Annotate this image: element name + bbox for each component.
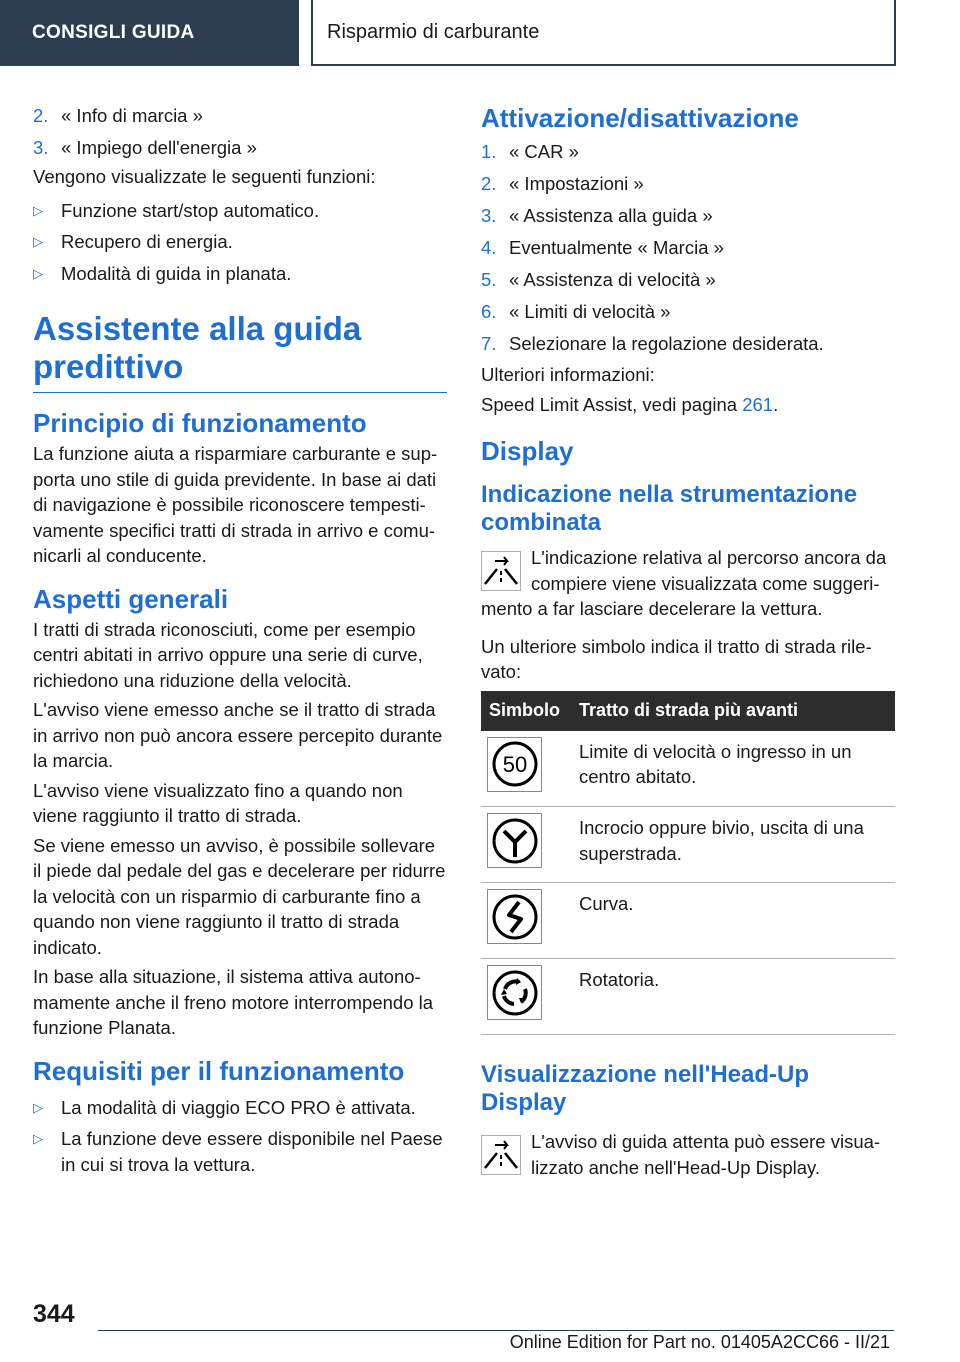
- heading-display: Display: [481, 436, 574, 466]
- more-info-label: Ulteriori informazioni:: [481, 364, 655, 385]
- section-tab: [0, 0, 299, 66]
- chapter-title-box: [311, 0, 896, 66]
- edition-footer: Online Edition for Part no. 01405A2CC66 - II/21: [509, 1332, 890, 1352]
- paragraph: La funzione aiuta a risparmiare carburante e supporta uno stile di guida previdente. In base ai dati di navigazione è possibile riconoscere tempestivamente specifici tratti di strada in arrivo e comunicarli al conducente.: [33, 443, 438, 566]
- table-row: [481, 959, 895, 1035]
- table-row: [481, 883, 895, 959]
- speed-limit-value: 50: [502, 752, 527, 777]
- list-item: 2. « Info di marcia »: [33, 105, 203, 126]
- cross-reference: Speed Limit Assist, vedi pagina 261.: [481, 393, 779, 415]
- heading-principio: Principio di funzionamento: [33, 408, 367, 438]
- bullet-item: ▷ Recupero di energia.: [33, 229, 447, 255]
- intro-text: Vengono visualizzate le seguenti funzioni:: [33, 166, 376, 187]
- page-link[interactable]: 261: [742, 393, 774, 415]
- heading-indicazione: Indicazione nella strumentazione combinata: [481, 481, 858, 536]
- page-number: 344: [33, 1300, 75, 1328]
- bullet-item: ▷ Funzione start/stop automatico.: [33, 198, 447, 224]
- triangle-bullet-icon: [33, 198, 61, 224]
- heading-aspetti: Aspetti generali: [33, 583, 229, 614]
- paragraph: I tratti di strada riconosciuti, come per esempio centri abitati in arrivo oppure una serie di curve, richiedono una riduzione della velocità.: [33, 618, 423, 691]
- roundabout-icon: [487, 965, 542, 1020]
- step-item: 2. « Impostazioni »: [481, 173, 644, 194]
- predictive-assistant-icon: [481, 1135, 521, 1175]
- bullet-item: ▷ Modalità di guida in planata.: [33, 261, 447, 287]
- curve-icon: [487, 889, 542, 944]
- paragraph: Un ulteriore simbolo indica il tratto di strada rilevato:: [481, 635, 872, 682]
- triangle-bullet-icon: [33, 1095, 61, 1121]
- table-row: [481, 731, 895, 807]
- triangle-bullet-icon: [33, 261, 61, 287]
- paragraph: In base alla situazione, il sistema attiva autonomamente anche il freno motore interrompendo la funzione Planata.: [33, 966, 434, 1038]
- section-label: CONSIGLI GUIDA: [32, 22, 195, 43]
- bullet-item: ▷ La modalità di viaggio ECO PRO è attivata.: [33, 1095, 447, 1121]
- bullet-item: ▷ La funzione deve essere disponibile nel Paese in cui si trova la vettura.: [33, 1126, 447, 1177]
- step-item: 6. « Limiti di velocità »: [481, 301, 671, 322]
- info-paragraph: L'avviso di guida attenta può essere visualizzato anche nell'Head-Up Display.: [481, 1129, 895, 1180]
- paragraph: L'avviso viene visualizzato fino a quando non viene raggiunto il tratto di strada.: [33, 779, 403, 826]
- col-header-symbol: Simbolo: [481, 691, 573, 731]
- paragraph: Se viene emesso un avviso, è possibile sollevare il piede dal pedale del gas e decelerare per ridurre la velocità con un risparmio di carburante fino a quando non viene raggiunto il tratto di strada indicato.: [33, 834, 446, 958]
- table-row: [481, 807, 895, 883]
- junction-icon: [487, 813, 542, 868]
- heading-requisiti: Requisiti per il funzionamento: [33, 1055, 405, 1086]
- triangle-bullet-icon: [33, 1126, 61, 1177]
- heading-attivazione: Attivazione/disattivazione: [481, 103, 799, 133]
- step-item: 5. « Assistenza di velocità »: [481, 269, 716, 290]
- row-description: Incrocio oppure bivio, uscita di una superstrada.: [573, 807, 895, 883]
- row-description: Rotatoria.: [573, 959, 895, 1035]
- row-description: Limite di velocità o ingresso in un centro abitato.: [573, 731, 895, 807]
- main-heading: Assistente alla guida predittivo: [33, 310, 447, 393]
- left-column: [33, 100, 447, 1183]
- speed-limit-50-icon: [487, 737, 542, 792]
- right-column: [481, 100, 895, 1192]
- step-item: 1. « CAR »: [481, 141, 579, 162]
- paragraph: L'avviso viene emesso anche se il tratto di strada in arrivo non può ancora essere percepito durante la marcia.: [33, 699, 443, 771]
- chapter-title: Risparmio di carburante: [327, 20, 540, 43]
- step-item: 4. Eventualmente « Marcia »: [481, 237, 724, 258]
- heading-hud: Visualizzazione nell'Head-Up Display: [481, 1061, 810, 1116]
- info-paragraph: L'indicazione relativa al percorso ancora da compiere viene visualizzata come suggerimento a far lasciare decelerare la vettura.: [481, 547, 887, 619]
- step-item: 7. Selezionare la regolazione desiderata.: [481, 333, 824, 354]
- row-description: Curva.: [573, 883, 895, 959]
- triangle-bullet-icon: [33, 229, 61, 255]
- col-header-description: Tratto di strada più avanti: [573, 691, 895, 731]
- predictive-assistant-icon: [481, 551, 521, 591]
- symbol-table: [481, 691, 895, 1036]
- table-header-row: [481, 691, 895, 731]
- footer-divider: [98, 1330, 894, 1331]
- step-item: 3. « Assistenza alla guida »: [481, 205, 713, 226]
- list-item: 3. « Impiego dell'energia »: [33, 137, 257, 158]
